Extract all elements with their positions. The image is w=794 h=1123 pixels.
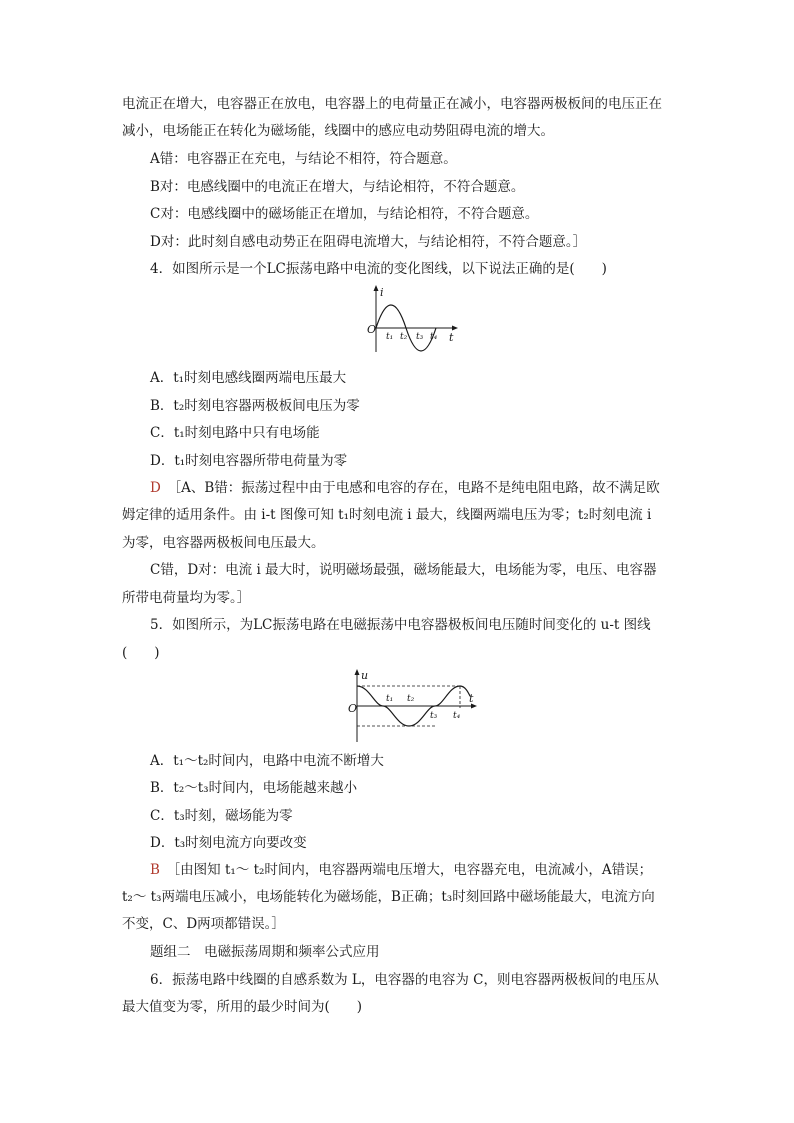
q5-option-a: A．t₁～t₂时间内，电路中电流不断增大	[150, 753, 384, 769]
q4-origin: O	[367, 323, 377, 336]
q4-tick-t1: t₁	[386, 332, 394, 342]
q5-option-d: D．t₃时刻电流方向要改变	[150, 835, 307, 851]
intro-line-2: 减小，电场能正在转化为磁场能，线圈中的感应电动势阻碍电流的增大。	[122, 123, 554, 139]
q5-expl-line-1: ［由图知 t₁～ t₂时间内，电容器两端电压增大，电容器充电，电流减小，A错误；	[173, 862, 653, 878]
q6-stem-line-2: 最大值变为零，所用的最少时间为( )	[122, 999, 363, 1015]
q5-u-t-graph	[343, 668, 483, 744]
q4-i-t-graph	[362, 284, 462, 354]
q4-expl-line-5: 所带电荷量均为零。］	[122, 590, 251, 606]
q4-tick-t4: t₄	[430, 332, 438, 342]
q5-tick-t3: t₃	[430, 711, 438, 721]
q5-expl-line-2: t₂～ t₃两端电压减小，电场能转化为磁场能，B正确；t₃时刻回路中磁场能最大，电流方向	[122, 889, 655, 905]
judgement-d: D对：此时刻自感电动势正在阻碍电流增大，与结论相符，不符合题意。］	[150, 234, 587, 250]
q4-option-a: A．t₁时刻电感线圈两端电压最大	[150, 370, 347, 386]
q4-option-b: B．t₂时刻电容器两极板间电压为零	[150, 398, 360, 414]
q5-y-arrow	[355, 669, 360, 675]
q5-answer-line	[150, 860, 652, 880]
q4-answer-line	[150, 478, 660, 498]
q5-option-c: C．t₃时刻，磁场能为零	[150, 808, 293, 824]
intro-line-1: 电流正在增大，电容器正在放电，电容器上的电荷量正在减小，电容器两极板间的电压正在	[122, 96, 662, 112]
q5-x-label: t	[469, 692, 474, 705]
q4-expl-line-4: C错，D对：电流 i 最大时，说明磁场最强，磁场能最大，电场能为零，电压、电容器	[150, 562, 657, 578]
q4-y-label: i	[380, 286, 384, 299]
q4-option-d: D．t₁时刻电容器所带电荷量为零	[150, 453, 348, 469]
judgement-c: C对：电感线圈中的磁场能正在增加，与结论相符，不符合题意。	[150, 206, 539, 222]
q5-stem-line-1: 5．如图所示，为LC振荡电路在电磁振荡中电容器极板间电压随时间变化的 u-t 图线	[150, 617, 651, 633]
q5-answer: B	[150, 862, 160, 878]
q4-x-arrow	[452, 326, 458, 331]
q4-answer: D	[150, 480, 161, 496]
q4-tick-t2: t₂	[400, 332, 408, 342]
q4-y-arrow	[374, 285, 379, 291]
q6-stem-line-1: 6．振荡电路中线圈的自感系数为 L，电容器的电容为 C，则电容器两极板间的电压从	[150, 972, 659, 988]
q4-stem: 4．如图所示是一个LC振荡电路中电流的变化图线，以下说法正确的是( )	[150, 261, 607, 277]
q4-expl-line-3: 为零，电容器两极板间电压最大。	[122, 535, 325, 551]
q5-tick-t4: t₄	[453, 711, 461, 721]
q5-expl-line-3: 不变，C、D两项都错误。］	[122, 916, 285, 932]
section-heading: 题组二 电磁振荡周期和频率公式应用	[150, 944, 380, 960]
judgement-b: B对：电感线圈中的电流正在增大，与结论相符，不符合题意。	[150, 179, 525, 195]
judgement-a: A错：电容器正在充电，与结论不相符，符合题意。	[150, 151, 457, 167]
q4-tick-t3: t₃	[416, 332, 424, 342]
q5-origin: O	[348, 702, 358, 715]
q5-stem-line-2: ( )	[122, 645, 160, 661]
q5-y-label: u	[361, 669, 369, 682]
q5-tick-t2: t₂	[407, 694, 415, 704]
q5-option-b: B．t₂～t₃时间内，电场能越来越小	[150, 780, 358, 796]
q4-expl-line-2: 姆定律的适用条件。由 i-t 图像可知 t₁时刻电流 i 最大，线圈两端电压为零；t₂时刻电流 i	[122, 507, 652, 523]
q4-option-c: C．t₁时刻电路中只有电场能	[150, 425, 320, 441]
q4-expl-line-1: ［A、B错：振荡过程中由于电感和电容的存在，电路不是纯电阻电路，故不满足欧	[174, 480, 660, 496]
q5-tick-t1: t₁	[386, 694, 394, 704]
q4-x-label: t	[449, 331, 454, 344]
